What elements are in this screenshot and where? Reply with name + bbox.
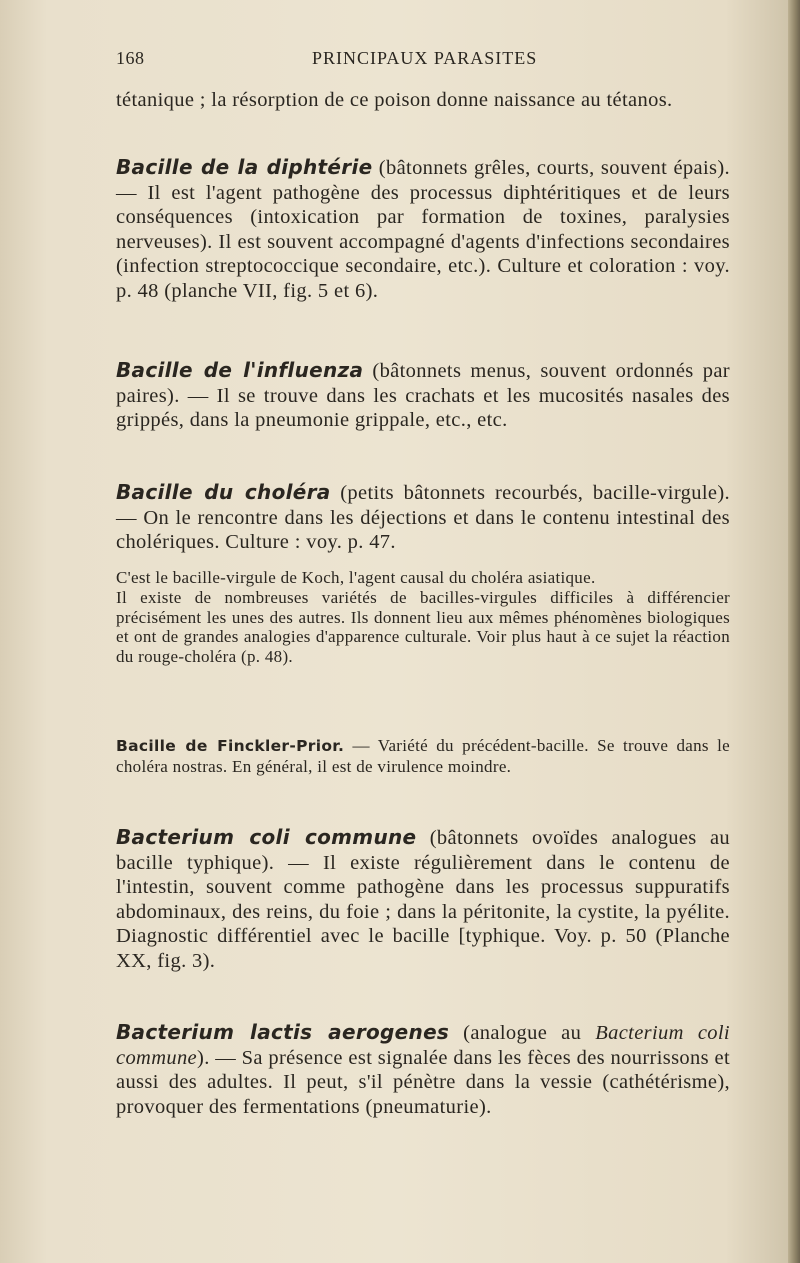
text-influenza: (bâtonnets menus, souvent ordonnés par paires). — Il se trouve dans les crachats et les mucosités nasales des grippés, dans la pneumonie grippale, etc., etc. — [116, 360, 730, 432]
running-title: PRINCIPAUX PARASITES — [312, 48, 538, 68]
page-number: 168 — [116, 48, 145, 68]
section-coli — [116, 825, 730, 974]
heading-coli: Bacterium coli commune — [116, 825, 417, 849]
section-influenza — [116, 358, 730, 433]
text-finckler: — Variété du précédent-bacille. Se trouve dans le choléra nostras. En général, il est de virulence moindre. — [116, 736, 730, 776]
page-header — [116, 48, 728, 74]
intro-text: tétanique ; la résorption de ce poison donne naissance au tétanos. — [116, 89, 673, 111]
section-cholera — [116, 480, 730, 555]
text-cholera: (petits bâtonnets recourbés, bacille-virgule). — On le rencontre dans les déjections et dans le contenu intestinal des cholériques. Culture : voy. p. 47. — [116, 482, 730, 554]
intro-paragraph — [116, 88, 730, 113]
cholera-note-1: C'est le bacille-virgule de Koch, l'agent causal du choléra asiatique. — [116, 568, 596, 587]
text-lactis-italic: Bacterium coli commune — [116, 1022, 730, 1069]
section-diphterie — [116, 155, 730, 304]
heading-cholera: Bacille du choléra — [116, 480, 331, 504]
text-lactis-b: ). — Sa présence est signalée dans les fèces des nourrissons et aussi des adultes. Il peut, s'il pénètre dans la vessie (cathétérisme), provoquer des fermentations (pneumaturie). — [116, 1046, 730, 1118]
text-coli: (bâtonnets ovoïdes analogues au bacille typhique). — Il existe régulièrement dans le contenu de l'intestin, souvent comme pathogène dans les processus suppuratifs abdominaux, des reins, du foie ; dans la péritonite, la cystite, la pyélite. Diagnostic différentiel avec le bacille [typhique. Voy. p. 50 (Planche XX, fig. 3). — [116, 827, 731, 972]
cholera-notes — [116, 568, 730, 667]
heading-diphterie: Bacille de la diphtérie — [116, 155, 373, 179]
heading-finckler: Bacille de Finckler-Prior. — [116, 737, 345, 755]
text-diphterie: (bâtonnets grêles, courts, souvent épais). — Il est l'agent pathogène des processus diphtéritiques et de leurs conséquences (intoxication par formation de toxines, paralysies nerveuses). Il est souvent accompagné d'agents d'infections secondaires (infection streptococcique secondaire, etc.). Culture et coloration : voy. p. 48 (planche VII, fig. 5 et 6). — [116, 157, 730, 302]
heading-lactis: Bacterium lactis aerogenes — [116, 1020, 450, 1044]
book-spine-edge — [788, 0, 800, 1263]
heading-influenza: Bacille de l'influenza — [116, 358, 364, 382]
section-lactis — [116, 1020, 730, 1119]
text-lactis-a: (analogue au — [449, 1022, 596, 1044]
cholera-note-2: Il existe de nombreuses variétés de bacilles-virgules difficiles à différencier précisément les unes des autres. Ils donnent lieu aux mêmes phénomènes biologiques et ont de grandes analogies d'apparence culturale. Voir plus haut à ce sujet la réaction du rouge-choléra (p. 48). — [116, 587, 730, 667]
section-finckler — [116, 736, 730, 777]
